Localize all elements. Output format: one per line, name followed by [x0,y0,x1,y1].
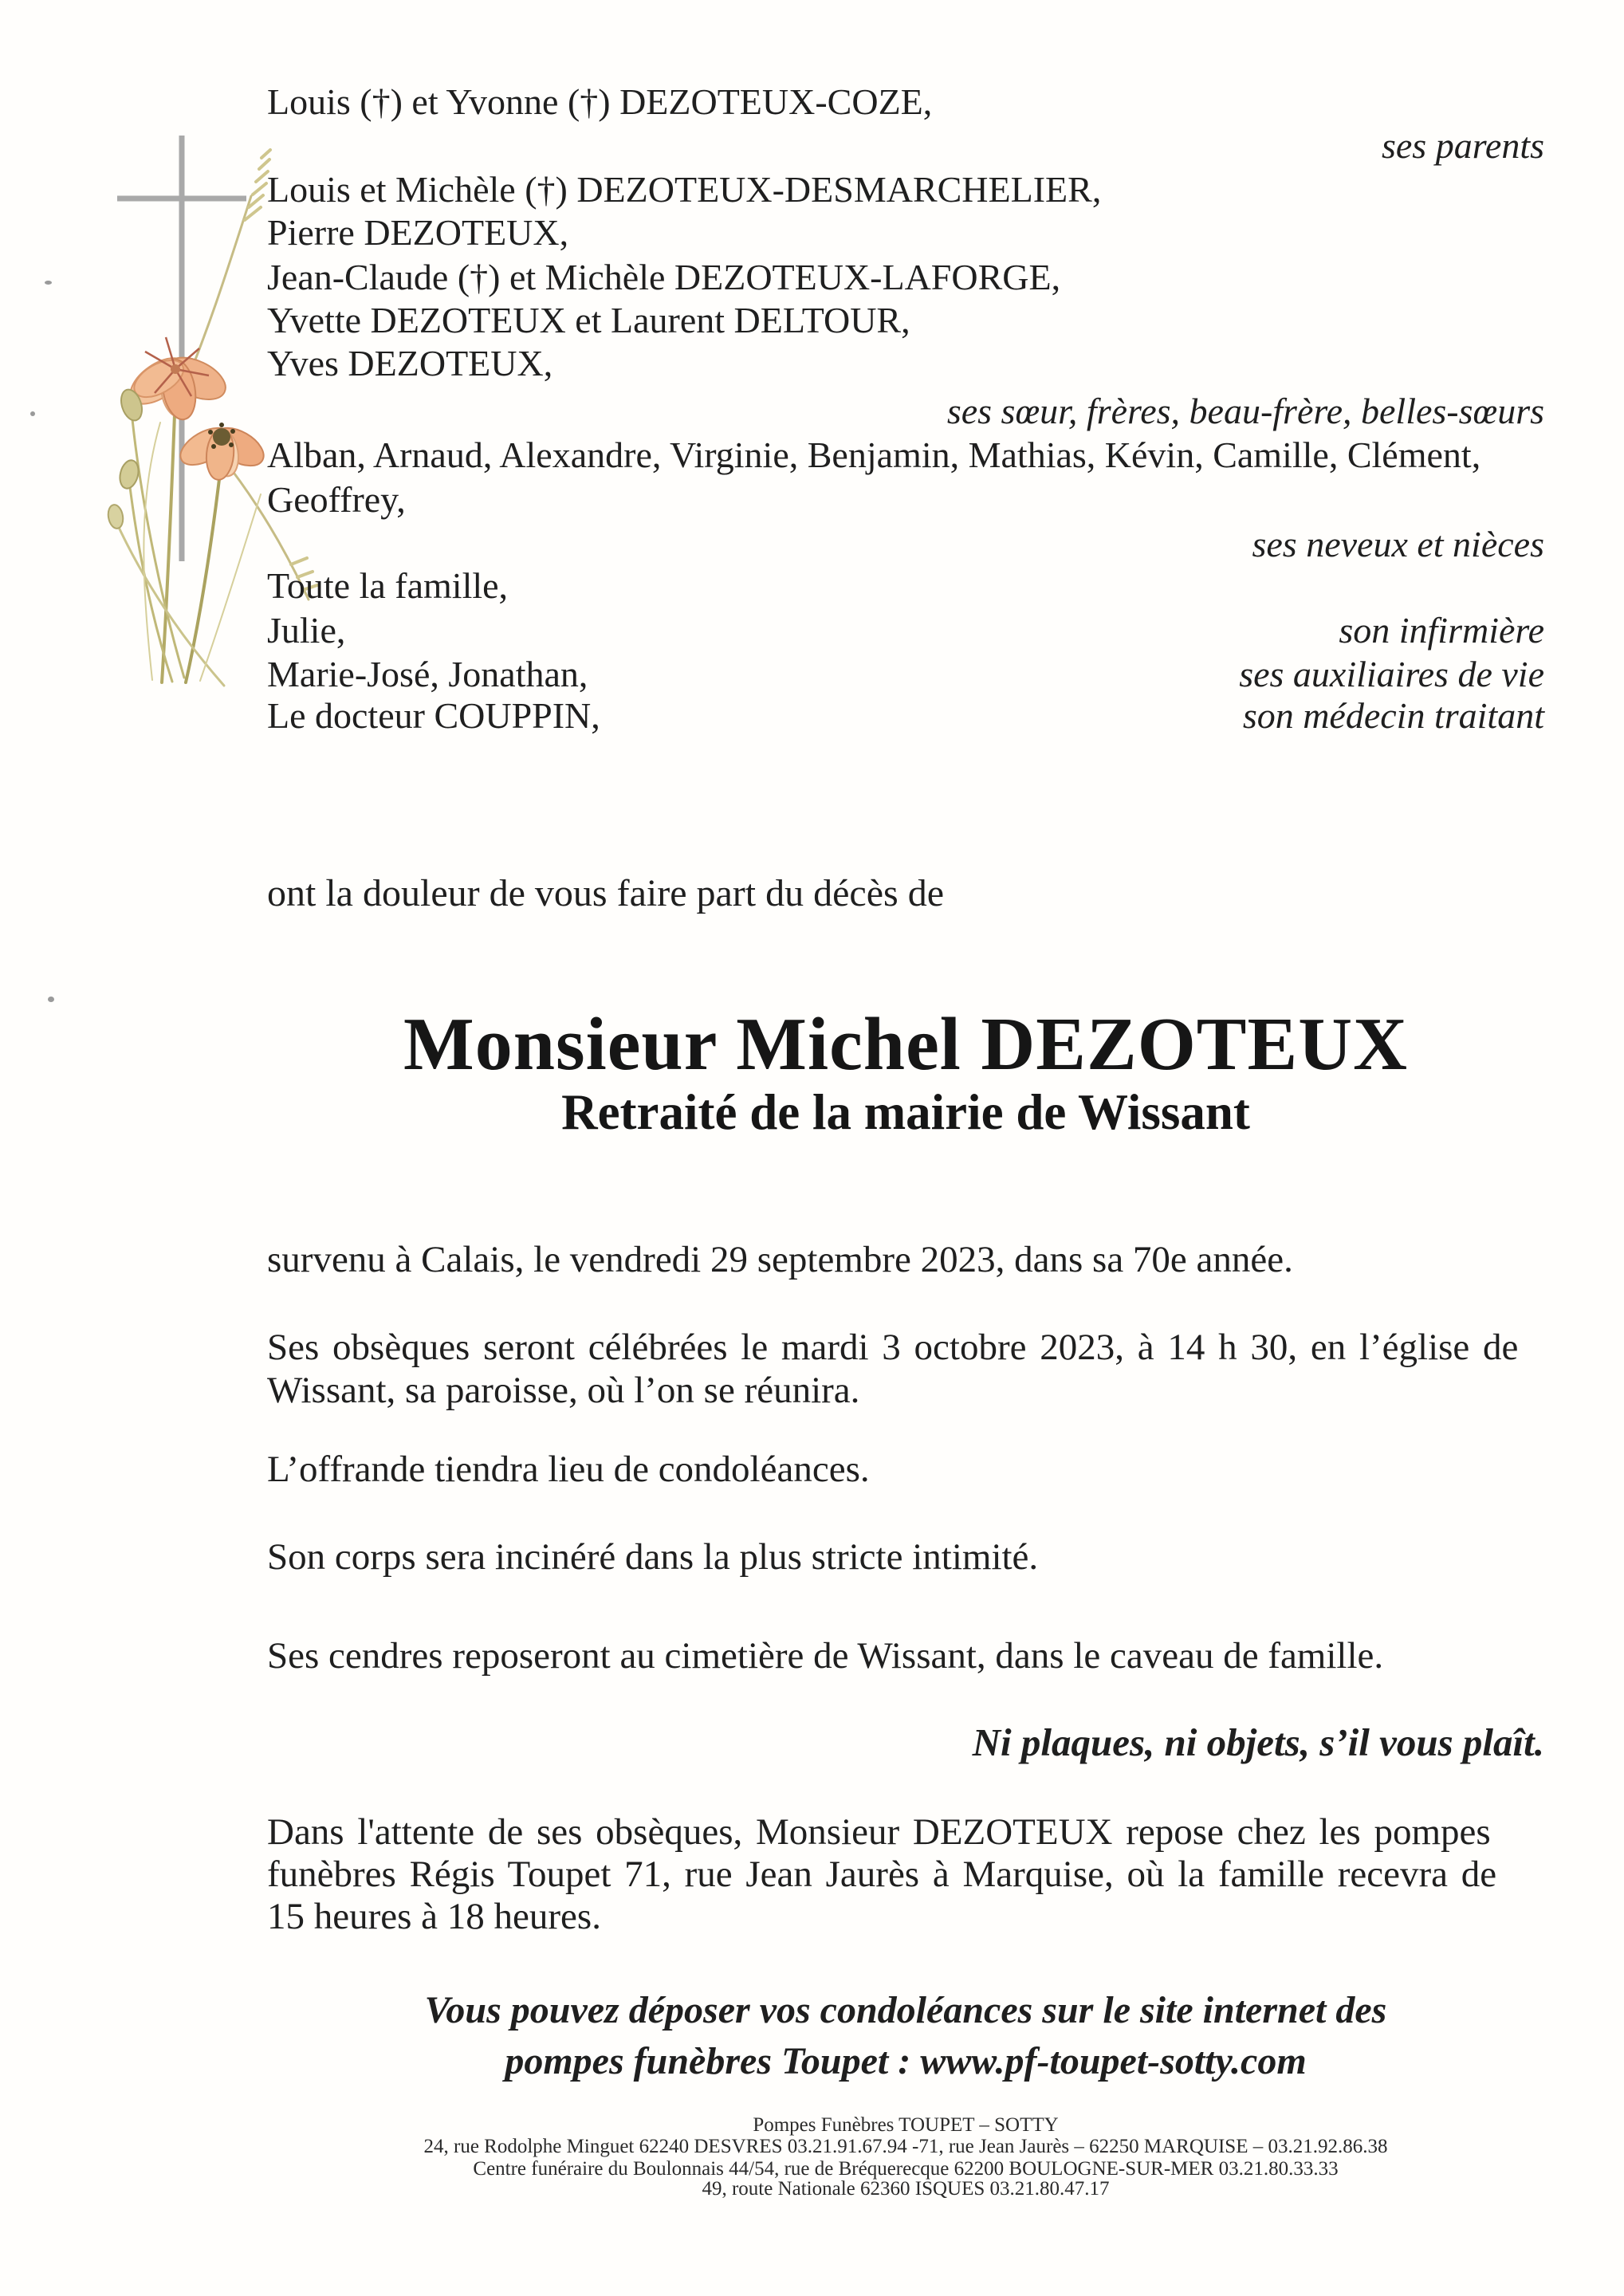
family-line-louis-michele [267,168,1544,211]
family-member-names: Louis (†) et Yvonne (†) DEZOTEUX-COZE, [267,81,933,122]
family-member-names: Alban, Arnaud, Alexandre, Virginie, Benjamin, Mathias, Kévin, Camille, Clément, [267,434,1481,475]
cross-icon [117,136,246,561]
funeral-home-address-3: 49, route Nationale 62360 ISQUES 03.21.80.47.17 [702,2178,1110,2200]
family-line-toute-la-famille [267,564,1544,607]
family-line-pierre [267,211,1544,254]
intro-sentence: ont la douleur de vous faire part du décès de [267,872,945,914]
paragraph-repose-line1: Dans l'attente de ses obsèques, Monsieur DEZOTEUX repose chez les pompes [267,1811,1491,1853]
family-member-names: Marie-José, Jonathan, [267,654,588,694]
family-member-names: Pierre DEZOTEUX, [267,212,569,253]
family-member-names: Yvette DEZOTEUX et Laurent DELTOUR, [267,300,910,340]
family-line-nephews [267,434,1544,477]
paragraph-ashes: Ses cendres reposeront au cimetière de Wissant, dans le caveau de famille. [267,1635,1384,1677]
no-plaques-note: Ni plaques, ni objets, s’il vous plaît. [972,1720,1544,1764]
family-line-yves [267,342,1544,385]
paragraph-cremation: Son corps sera incinéré dans la plus stricte intimité. [267,1536,1039,1578]
paragraph-offering: L’offrande tiendra lieu de condoléances. [267,1449,870,1490]
relation-label-neveux-nieces [267,523,1544,566]
family-member-names: Le docteur COUPPIN, [267,695,600,736]
family-member-names: Yves DEZOTEUX, [267,343,553,383]
funeral-home-name: Pompes Funèbres TOUPET – SOTTY [753,2114,1059,2136]
paragraph-repose-line2: funèbres Régis Toupet 71, rue Jean Jaurès à Marquise, où la famille recevra de [267,1854,1497,1895]
relation-label-freres-soeurs [267,390,1544,433]
relation-label: ses auxiliaires de vie [1239,654,1544,694]
poppy-buds [107,387,146,529]
condolences-website-line2: pompes funèbres Toupet : www.pf-toupet-sotty.com [505,2040,1307,2082]
funeral-home-address-2: Centre funéraire du Boulonnais 44/54, rue de Bréquerecque 62200 BOULOGNE-SUR-MER 03.21.80.33.33 [473,2158,1339,2180]
family-line-geoffrey [267,478,1544,521]
family-line-marie-jose-jonathan [267,653,1544,696]
family-line-parents-names [267,81,1544,124]
scan-speck [48,997,54,1002]
family-line-yvette-laurent [267,299,1544,342]
paragraph-repose-line3: 15 heures à 18 heures. [267,1896,601,1937]
family-member-names: Jean-Claude (†) et Michèle DEZOTEUX-LAFORGE, [267,257,1061,297]
paragraph-funeral-line1: Ses obsèques seront célébrées le mardi 3 octobre 2023, à 14 h 30, en l’église de [267,1327,1519,1368]
family-line-julie [267,609,1544,652]
paragraph-funeral-line2: Wissant, sa paroisse, où l’on se réunira. [267,1370,860,1411]
relation-label: ses neveux et nièces [1252,524,1544,564]
family-member-names: Julie, [267,610,346,651]
family-member-names: Geoffrey, [267,479,406,520]
poppy-flower [175,420,270,481]
relation-label: ses sœur, frères, beau-frère, belles-sœurs [946,391,1544,431]
relation-label: son médecin traitant [1242,695,1544,736]
family-line-docteur-couppin [267,694,1544,737]
funeral-home-address-1: 24, rue Rodolphe Minguet 62240 DESVRES 03.21.91.67.94 -71, rue Jean Jaurès – 62250 MARQUISE – 03.21.92.86.38 [423,2136,1388,2157]
family-member-names: Louis et Michèle (†) DEZOTEUX-DESMARCHELIER, [267,169,1102,210]
deceased-name-title: Monsieur Michel DEZOTEUX [403,1003,1408,1086]
family-member-names: Toute la famille, [267,565,509,606]
scan-speck [45,281,52,285]
relation-label: ses parents [1381,125,1544,166]
deceased-subtitle: Retraité de la mairie de Wissant [561,1084,1250,1140]
family-line-jean-claude [267,256,1544,299]
condolences-website-line1: Vous pouvez déposer vos condoléances sur le site internet des [424,1989,1387,2031]
relation-label-ses-parents [267,124,1544,167]
paragraph-death-details: survenu à Calais, le vendredi 29 septembre 2023, dans sa 70e année. [267,1239,1293,1280]
relation-label: son infirmière [1339,610,1544,651]
scan-speck [30,411,35,416]
